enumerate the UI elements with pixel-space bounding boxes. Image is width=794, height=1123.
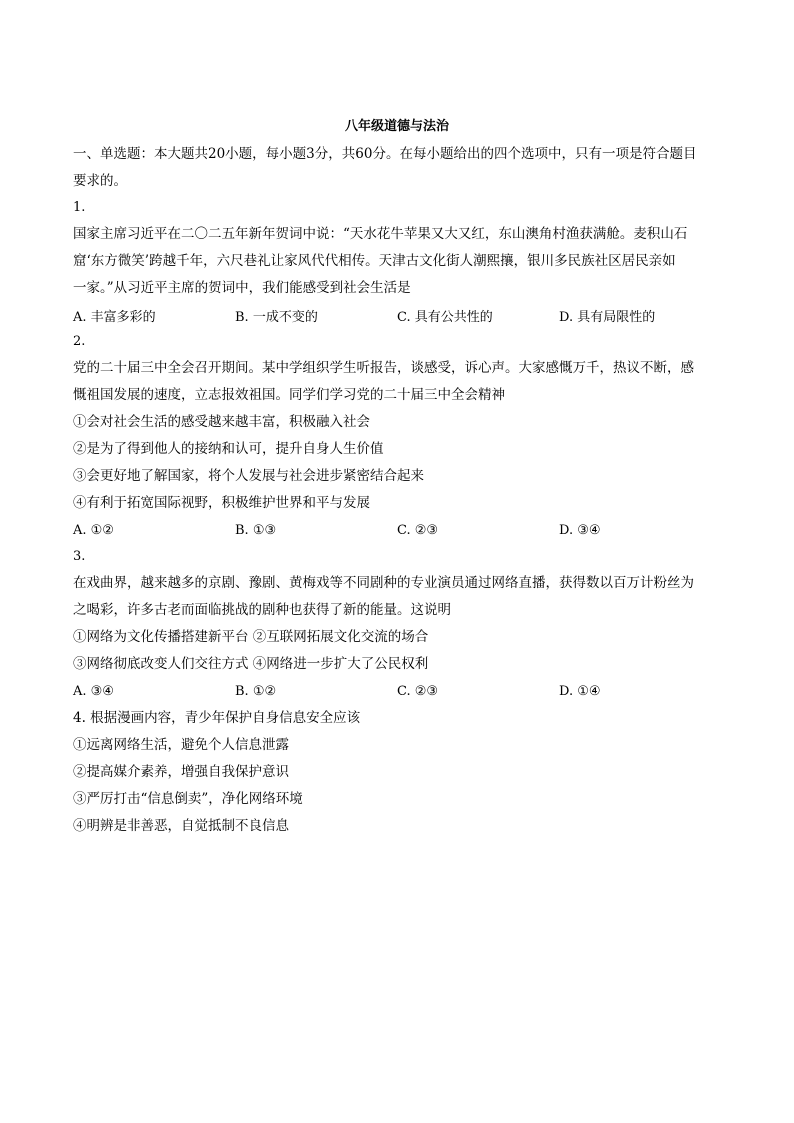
question-stem-line: 在戏曲界，越来越多的京剧、豫剧、黄梅戏等不同剧种的专业演员通过网络直播，获得数以百万计粉丝为 <box>73 575 694 591</box>
statement: ③严厉打击“信息倒卖”，净化网络环境 <box>73 791 303 807</box>
statement: ①远离网络生活，避免个人信息泄露 <box>73 737 289 753</box>
option-b: B. ①② <box>235 684 277 699</box>
question-stem-line: 窟‘东方微笑’跨越千年，六尺巷礼让家风代代相传。天津古文化街人潮熙攘，银川多民族社区居民亲如 <box>73 253 676 269</box>
option-d: D. ①④ <box>559 684 601 699</box>
option-d: D. ③④ <box>559 523 601 538</box>
option-b: B. 一成不变的 <box>235 310 318 325</box>
statement: ①会对社会生活的感受越来越丰富，积极融入社会 <box>73 414 370 430</box>
option-b: B. ①③ <box>235 523 277 538</box>
statement: ④有利于拓宽国际视野，积极维护世界和平与发展 <box>73 495 370 511</box>
statement: ③网络彻底改变人们交往方式 ④网络进一步扩大了公民权利 <box>73 656 429 672</box>
section-heading: 一、单选题：本大题共20小题，每小题3分，共60分。在每小题给出的四个选项中，只有一项是符合题目 <box>73 146 697 162</box>
statement: ②提高媒介素养，增强自我保护意识 <box>73 764 289 780</box>
statement: ④明辨是非善恶，自觉抵制不良信息 <box>73 818 289 834</box>
document-body <box>73 141 723 840</box>
answer-options <box>73 678 723 705</box>
question-1 <box>73 195 723 329</box>
statement: ②是为了得到他人的接纳和认可，提升自身人生价值 <box>73 441 384 457</box>
option-a: A. ③④ <box>73 684 114 699</box>
option-c: C. 具有公共性的 <box>397 310 493 325</box>
option-a: A. 丰富多彩的 <box>73 310 156 325</box>
question-number: 1. <box>73 200 86 215</box>
question-stem-line: 慨祖国发展的速度，立志报效祖国。同学们学习党的二十届三中全会精神 <box>73 387 505 403</box>
question-stem-line: 4. 根据漫画内容，青少年保护自身信息安全应该 <box>73 710 361 726</box>
question-number: 2. <box>73 334 86 349</box>
option-a: A. ①② <box>73 523 114 538</box>
statement: ③会更好地了解国家，将个人发展与社会进步紧密结合起来 <box>73 468 424 484</box>
question-4 <box>73 705 723 840</box>
question-2 <box>73 329 723 544</box>
page-title: 八年级道德与法治 <box>344 119 449 134</box>
answer-options <box>73 517 723 544</box>
question-number: 3. <box>73 549 86 564</box>
statement: ①网络为文化传播搭建新平台 ②互联网拓展文化交流的场合 <box>73 629 429 645</box>
option-d: D. 具有局限性的 <box>559 310 656 325</box>
option-c: C. ②③ <box>397 684 439 699</box>
question-stem-line: 国家主席习近平在二〇二五年新年贺词中说：“天水花牛苹果又大又红，东山澳角村渔获满舱。麦积山石 <box>73 226 688 242</box>
question-stem-line: 之喝彩，许多古老而面临挑战的剧种也获得了新的能量。这说明 <box>73 602 451 618</box>
answer-options <box>73 302 723 329</box>
question-stem-line: 党的二十届三中全会召开期间。某中学组织学生听报告，谈感受，诉心声。大家感慨万千，热议不断，感 <box>73 360 694 376</box>
question-3 <box>73 544 723 705</box>
question-stem-line: 一家。”从习近平主席的贺词中，我们能感受到社会生活是 <box>73 280 411 296</box>
section-heading-continued: 要求的。 <box>73 173 127 189</box>
option-c: C. ②③ <box>397 523 439 538</box>
